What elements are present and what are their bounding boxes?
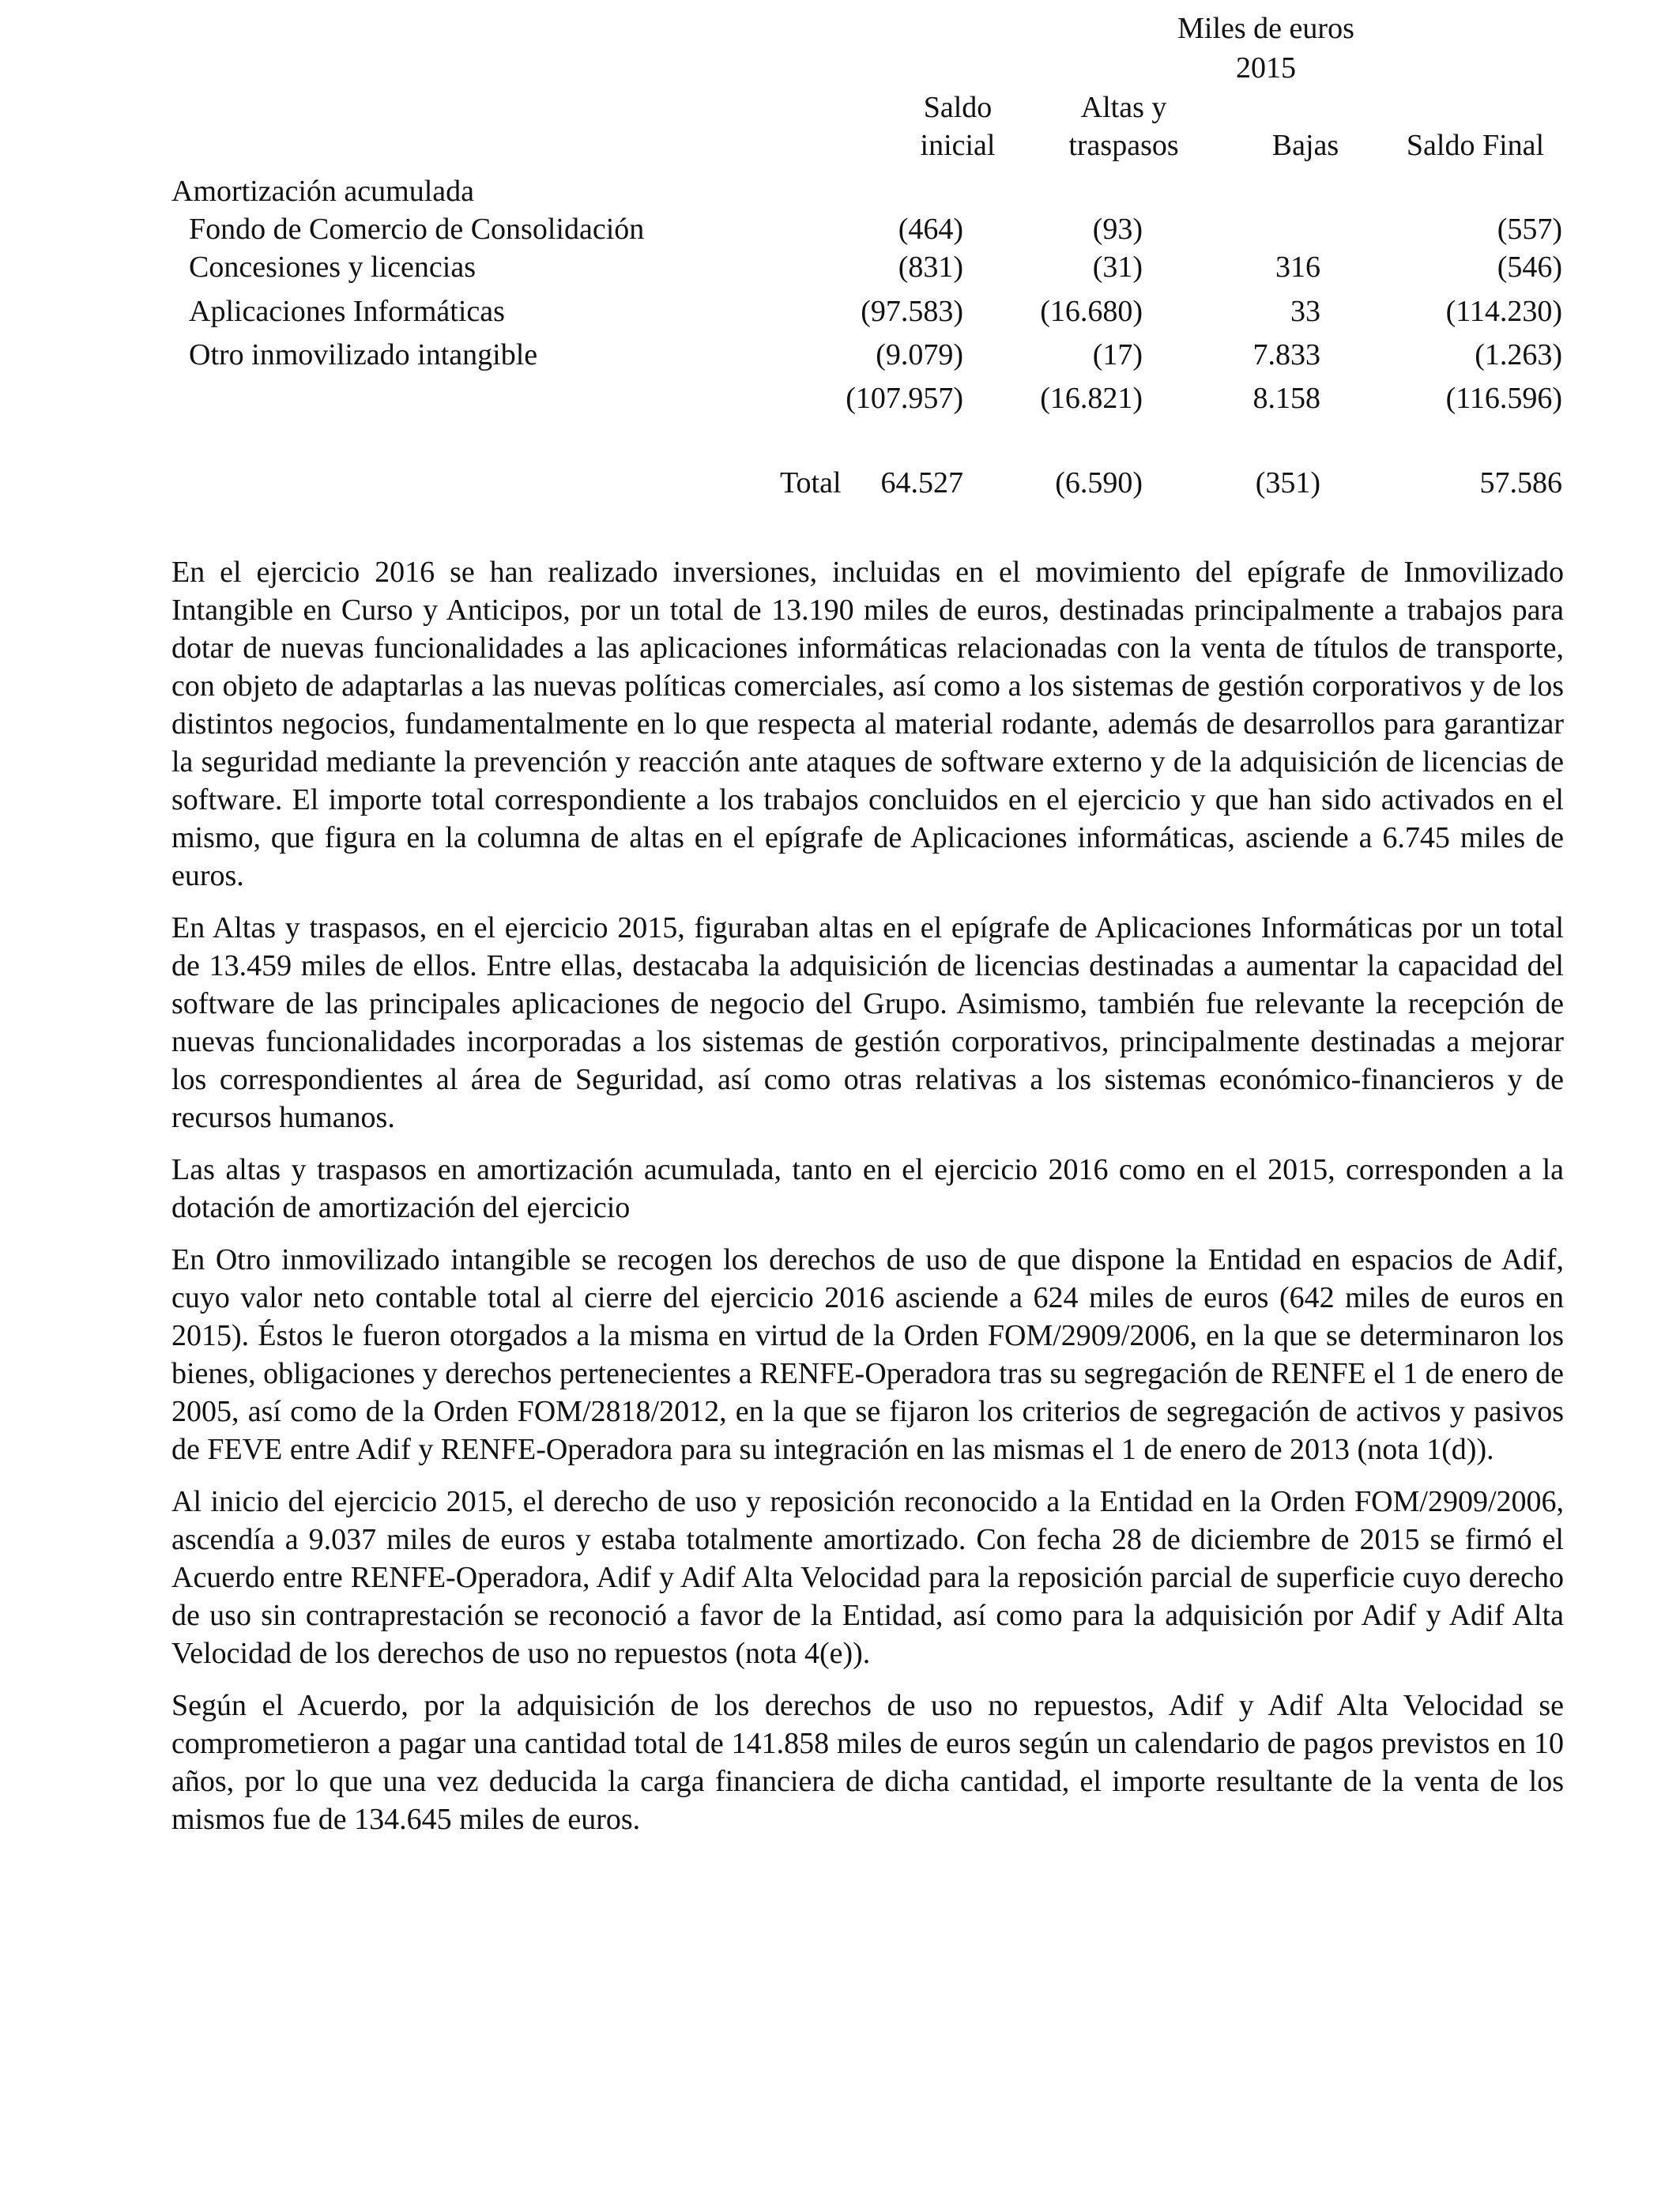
paragraph: En Altas y traspasos, en el ejercicio 2015, figuraban altas en el epígrafe de Aplicaciones Informáticas por un total de 13.459 miles de ellos. Entre ellas, destacaba la adquisición de licencias destinadas a aumentar la capacidad del software de las principales aplicaciones de negocio del Grupo. Asimismo, también fue relevante la recepción de nuevas funcionalidades incorporadas a los sistemas de gestión corporativos, principalmente destinadas a mejorar los correspondientes al área de Seguridad, así como otras relativas a los sistemas económico-financieros y de recursos humanos. — [171, 911, 1564, 1134]
section-row — [171, 172, 1562, 210]
paragraph: Las altas y traspasos en amortización acumulada, tanto en el ejercicio 2016 como en el 2015, corresponden a la dotación de amortización del ejercicio — [171, 1153, 1564, 1224]
cell-bajas: 7.833 — [1252, 338, 1320, 371]
cell-saldo-inicial: (831) — [898, 251, 963, 284]
header-year: 2015 — [1236, 51, 1296, 85]
column-header-line2: inicial — [920, 129, 996, 162]
column-header-saldo-final — [1381, 126, 1570, 164]
cell-altas-traspasos: (16.821) — [1040, 382, 1143, 415]
total-label: Total — [780, 466, 842, 499]
row-label: Concesiones y licencias — [189, 251, 477, 284]
cell-saldo-final: (557) — [1497, 213, 1562, 246]
paragraph: En Otro inmovilizado intangible se recogen los derechos de uso de que dispone la Entidad en espacios de Adif, cuyo valor neto contable total al cierre del ejercicio 2016 asciende a 624 miles de euros (642 miles de euros en 2015). Éstos le fueron otorgados a la misma en virtud de la Orden FOM/2909/2006, en la que se determinaron los bienes, obligaciones y derechos pertenecientes a RENFE-Operadora tras su segregación de RENFE el 1 de enero de 2005, así como de la Orden FOM/2818/2012, en la que se fijaron los criterios de segregación de activos y pasivos de FEVE entre Adif y RENFE-Operadora para su integración en las mismas el 1 de enero de 2013 (nota 1(d)). — [171, 1243, 1564, 1466]
column-header-altas-traspasos — [1041, 89, 1207, 164]
cell-saldo-inicial: (97.583) — [861, 295, 963, 328]
table-row — [171, 292, 1562, 330]
column-header-line2: Saldo Final — [1406, 129, 1545, 162]
cell-saldo-inicial: (464) — [898, 213, 963, 246]
column-header-line1: Saldo — [923, 91, 993, 124]
table-row — [171, 210, 1562, 248]
subtotal-row — [171, 379, 1562, 417]
column-header-line1: Altas y — [1080, 91, 1167, 124]
cell-bajas: 8.158 — [1252, 382, 1320, 415]
total-row — [171, 464, 1562, 502]
cell-saldo-final: 57.586 — [1479, 466, 1562, 499]
cell-saldo-inicial: (107.957) — [846, 382, 963, 415]
cell-bajas: (351) — [1255, 466, 1320, 499]
column-header-line2: traspasos — [1068, 129, 1179, 162]
paragraph: Al inicio del ejercicio 2015, el derecho de uso y reposición reconocido a la Entidad en la Orden FOM/2909/2006, ascendía a 9.037 miles de euros y estaba totalmente amortizado. Con fecha 28 de diciembre de 2015 se firmó el Acuerdo entre RENFE-Operadora, Adif y Adif Alta Velocidad para la reposición parcial de superficie cuyo derecho de uso sin contraprestación se reconoció a favor de la Entidad, así como para la adquisición por Adif y Adif Alta Velocidad de los derechos de uso no repuestos (nota 4(e)). — [171, 1485, 1564, 1670]
cell-altas-traspasos: (6.590) — [1055, 466, 1143, 499]
row-label: Otro inmovilizado intangible — [189, 338, 538, 371]
cell-bajas: 316 — [1275, 251, 1320, 284]
header-group-label: Miles de euros — [1177, 12, 1354, 45]
row-label: Aplicaciones Informáticas — [189, 295, 505, 328]
cell-altas-traspasos: (17) — [1092, 338, 1143, 371]
cell-saldo-final: (114.230) — [1445, 295, 1562, 328]
paragraph: Según el Acuerdo, por la adquisición de los derechos de uso no repuestos, Adif y Adif Alta Velocidad se comprometieron a pagar una cantidad total de 141.858 miles de euros según un calendario de pagos previstos en 10 años, por lo que una vez deducida la carga financiera de dicha cantidad, el importe resultante de la venta de los mismos fue de 134.645 miles de euros. — [171, 1689, 1564, 1836]
column-header-saldo-inicial — [875, 89, 1041, 164]
row-label: Fondo de Comercio de Consolidación — [189, 213, 645, 246]
paragraph: En el ejercicio 2016 se han realizado inversiones, incluidas en el movimiento del epígrafe de Inmovilizado Intangible en Curso y Anticipos, por un total de 13.190 miles de euros, destinadas principalmente a trabajos para dotar de nuevas funcionalidades a las aplicaciones informáticas relacionadas con la venta de títulos de transporte, con objeto de adaptarlas a las nuevas políticas comerciales, así como a los sistemas de gestión corporativos y de los distintos negocios, fundamentalmente en lo que respecta al material rodante, además de desarrollos para garantizar la seguridad mediante la prevención y reacción ante ataques de software externo y de la adquisición de licencias de software. El importe total correspondiente a los trabajos concluidos en el ejercicio y que han sido activados en el mismo, que figura en la columna de altas en el epígrafe de Aplicaciones informáticas, asciende a 6.745 miles de euros. — [171, 556, 1564, 892]
cell-saldo-final: (1.263) — [1475, 338, 1562, 371]
cell-saldo-inicial: 64.527 — [880, 466, 963, 499]
column-header-bajas — [1246, 126, 1365, 164]
cell-altas-traspasos: (31) — [1092, 251, 1143, 284]
column-header-line2: Bajas — [1271, 129, 1339, 162]
cell-saldo-final: (546) — [1497, 251, 1562, 284]
cell-altas-traspasos: (93) — [1092, 213, 1143, 246]
section-label: Amortización acumulada — [171, 175, 475, 208]
cell-saldo-inicial: (9.079) — [876, 338, 963, 371]
cell-bajas: 33 — [1290, 295, 1320, 328]
table-row — [171, 248, 1562, 286]
table-row — [171, 336, 1562, 374]
body-text — [171, 553, 1564, 1853]
cell-altas-traspasos: (16.680) — [1040, 295, 1143, 328]
cell-saldo-final: (116.596) — [1445, 382, 1562, 415]
